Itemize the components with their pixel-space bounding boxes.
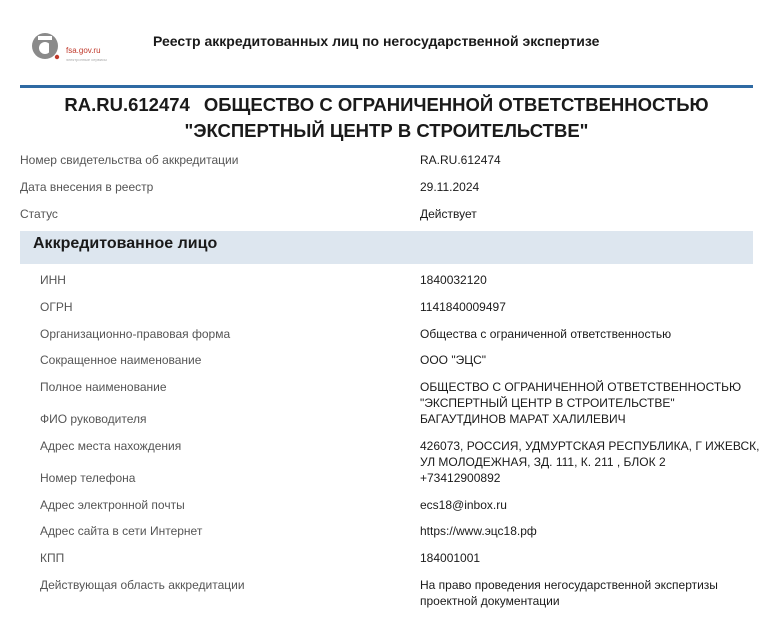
accreditation-scope-value-line2: проектной документации <box>420 594 560 608</box>
website-value[interactable]: https://www.эцс18.рф <box>420 524 537 538</box>
registry-date-value: 29.11.2024 <box>420 180 480 194</box>
inn-label: ИНН <box>40 273 66 287</box>
logo-subtitle: электронные сервисы <box>66 57 107 62</box>
phone-label: Номер телефона <box>40 471 136 485</box>
fsa-logo-icon <box>30 30 62 62</box>
organization-name-line2: "ЭКСПЕРТНЫЙ ЦЕНТР В СТРОИТЕЛЬСТВЕ" <box>184 120 589 141</box>
address-label: Адрес места нахождения <box>40 439 182 453</box>
full-name-value-line2: "ЭКСПЕРТНЫЙ ЦЕНТР В СТРОИТЕЛЬСТВЕ" <box>420 396 675 410</box>
kpp-label: КПП <box>40 551 65 565</box>
accreditation-scope-label: Действующая область аккредитации <box>40 578 245 592</box>
email-label: Адрес электронной почты <box>40 498 185 512</box>
status-label: Статус <box>20 207 58 221</box>
ogrn-label: ОГРН <box>40 300 73 314</box>
short-name-value: ООО "ЭЦС" <box>420 353 487 367</box>
registration-number: RA.RU.612474 <box>64 94 190 115</box>
certificate-number-value: RA.RU.612474 <box>420 153 501 167</box>
full-name-label: Полное наименование <box>40 380 167 394</box>
document-title-line1 <box>20 92 753 118</box>
ogrn-value: 1141840009497 <box>420 300 506 314</box>
accreditation-scope-value-line1: На право проведения негосударственной экспертизы <box>420 578 718 592</box>
full-name-value-line1: ОБЩЕСТВО С ОГРАНИЧЕННОЙ ОТВЕТСТВЕННОСТЬЮ <box>420 380 742 394</box>
section-title: Аккредитованное лицо <box>33 235 218 252</box>
email-value[interactable]: ecs18@inbox.ru <box>420 498 507 512</box>
short-name-label: Сокращенное наименование <box>40 353 202 367</box>
director-label: ФИО руководителя <box>40 412 147 426</box>
kpp-value: 184001001 <box>420 551 481 565</box>
certificate-number-label: Номер свидетельства об аккредитации <box>20 153 239 167</box>
phone-value: +73412900892 <box>420 471 501 485</box>
address-value-line1: 426073, РОССИЯ, УДМУРТСКАЯ РЕСПУБЛИКА, Г ИЖЕВСК, <box>420 439 760 453</box>
fsa-logo[interactable] <box>30 30 125 66</box>
logo-site-text: fsa.gov.ru <box>66 46 101 55</box>
accredited-person-section <box>20 231 753 264</box>
header-divider <box>20 85 753 88</box>
inn-value: 1840032120 <box>420 273 487 287</box>
address-value-line2: УЛ МОЛОДЕЖНАЯ, ЗД. 111, К. 211 , БЛОК 2 <box>420 455 666 469</box>
document-title <box>20 92 753 144</box>
legal-form-value: Общества с ограниченной ответственностью <box>420 327 672 341</box>
director-value: БАГАУТДИНОВ МАРАТ ХАЛИЛЕВИЧ <box>420 412 626 426</box>
registry-title: Реестр аккредитованных лиц по негосударственной экспертизе <box>153 33 600 49</box>
status-value: Действует <box>420 207 477 221</box>
organization-name-line1: ОБЩЕСТВО С ОГРАНИЧЕННОЙ ОТВЕТСТВЕННОСТЬЮ <box>203 94 709 115</box>
legal-form-label: Организационно-правовая форма <box>40 327 231 341</box>
website-label: Адрес сайта в сети Интернет <box>40 524 203 538</box>
registry-date-label: Дата внесения в реестр <box>20 180 154 194</box>
